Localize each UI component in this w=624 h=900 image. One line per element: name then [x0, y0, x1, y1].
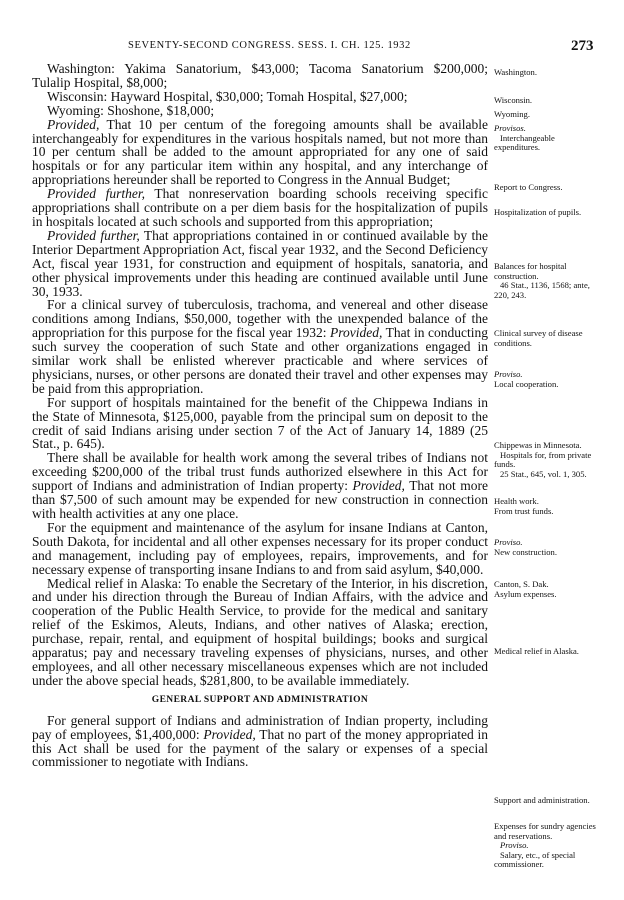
margin-note-sundry: Expenses for sundry agencies and reservations. Proviso. Salary, etc., of special commissioner.	[494, 821, 596, 870]
running-title: SEVENTY-SECOND CONGRESS. SESS. I. CH. 125. 1932	[128, 40, 411, 51]
margin-note-support: Support and administration.	[494, 795, 590, 805]
paragraph-health-work: There shall be available for health work among the several tribes of Indians not exceeding $200,000 of the tribal trust funds authorized elsewhere in this Act for support of Indians and administration of Indian property: Provided, That not more than $7,500 of such amount may be expended for new construction in connection with health activities at any one place.	[32, 450, 489, 521]
proviso-lead: Provided,	[352, 478, 405, 494]
paragraph-proviso-boarding-schools: Provided further, That nonreservation boarding schools receiving specific appropriations shall contribute on a per diem basis for the hospitalization of pupils in hospitals located at such schools and supported from this appropriation;	[32, 186, 488, 229]
margin-note-health-work: Health work. From trust funds.	[494, 496, 554, 516]
paragraph-washington: Washington: Yakima Sanatorium, $43,000; Tacoma Sanatorium $200,000; Tulalip Hospital, $8,000;	[32, 61, 488, 90]
paragraph-general-support: For general support of Indians and administration of Indian property, including pay of employees, $1,400,000: Provided, That no part of the money appropriated in this Act shall be used for the payment of the salary or expenses of a special commissioner to negotiate with Indians.	[32, 712, 488, 770]
margin-note-alaska: Medical relief in Alaska.	[494, 646, 579, 656]
margin-note-hospitalization: Hospitalization of pupils.	[494, 207, 582, 217]
section-heading: GENERAL SUPPORT AND ADMINISTRATION	[151, 694, 369, 705]
page-header	[0, 38, 624, 58]
margin-note-interchangeable: Provisos. Interchangeable expenditures.	[494, 123, 555, 153]
margin-note-wyoming: Wyoming.	[494, 109, 531, 119]
paragraph-wyoming: Wyoming: Shoshone, $18,000;	[47, 102, 215, 118]
paragraph-clinical-survey: For a clinical survey of tuberculosis, trachoma, and venereal and other disease conditions among Indians, $50,000, together with the unexpended balance of the appropriation for this purpose for the fiscal year 1932: Provided, That in conducting such survey the cooperation of such State and other organizations engaged in similar work shall be enlisted wherever practicable and where services of physicians, nurses, or other persons are donated their travel and other expenses may be paid from this appropriation.	[32, 297, 488, 396]
paragraph-wisconsin: Wisconsin: Hayward Hospital, $30,000; Tomah Hospital, $27,000;	[47, 88, 408, 104]
paragraph-chippewa: For support of hospitals maintained for the benefit of the Chippewa Indians in the State of Minnesota, $125,000, payable from the principal sum on deposit to the credit of said Indians arising under section 7 of the Act of January 14, 1889 (25 Stat., p. 645).	[32, 394, 488, 452]
page-number: 273	[571, 38, 594, 54]
margin-note-clinical: Clinical survey of disease conditions.	[494, 328, 583, 348]
proviso-lead: Provided further,	[47, 186, 145, 202]
main-text	[32, 62, 488, 769]
paragraph-proviso-balances: Provided further, That appropriations contained in or continued available by the Interior Department Appropriation Act, fiscal year 1932, and the Second Deficiency Act, fiscal year 1931, for construction and equipment of hospitals, sanatoria, and other physical improvements under this heading are continued available until June 30, 1933.	[32, 227, 488, 299]
proviso-lead: Provided,	[330, 325, 383, 341]
proviso-lead: Provided further,	[47, 227, 140, 243]
margin-note-report: Report to Congress.	[494, 182, 563, 192]
margin-note-balances: Balances for hospital construction. 46 Stat., 1136, 1568; ante, 220, 243.	[494, 261, 590, 300]
margin-note-local-coop: Proviso. Local cooperation.	[494, 369, 559, 389]
paragraph-proviso-interchange: Provided, That 10 per centum of the foregoing amounts shall be available interchangeably for expenditures in the various hospitals named, but not more than 10 per centum shall be added to the amount appropriated for any one of said hospitals or for any particular item within any hospital, and any interchange of appropriations hereunder shall be reported to Congress in the Annual Budget;	[32, 116, 488, 188]
paragraph-alaska-relief: Medical relief in Alaska: To enable the Secretary of the Interior, in his discretion, and under his direction through the Bureau of Indian Affairs, with the advice and cooperation of the Public Health Service, to provide for the medical and sanitary relief of the Eskimos, Aleuts, Indians, and other natives of Alaska; erection, purchase, repair, rental, and equipment of hospital buildings; books and surgical apparatus; pay and necessary traveling expenses of physicians, nurses, and other employees, and all other necessary miscellaneous expenses which are not included under the above special heads, $281,800, to be available immediately.	[32, 575, 488, 688]
margin-note-washington: Washington.	[494, 67, 537, 77]
margin-note-wisconsin: Wisconsin.	[494, 95, 533, 105]
margin-note-canton: Canton, S. Dak. Asylum expenses.	[494, 579, 557, 599]
margin-note-new-construction: Proviso. New construction.	[494, 537, 558, 557]
margin-note-chippewas: Chippewas in Minnesota. Hospitals for, from private funds. 25 Stat., 645, vol. 1, 305.	[494, 440, 592, 479]
paragraph-canton-asylum: For the equipment and maintenance of the asylum for insane Indians at Canton, South Dakota, for incidental and all other expenses necessary for its proper conduct and management, including pay of employees, repairs, improvements, and for necessary expense of transporting insane Indians to and from said asylum, $40,000.	[32, 519, 488, 577]
proviso-lead: Provided,	[47, 116, 100, 132]
proviso-lead: Provided,	[203, 726, 256, 742]
